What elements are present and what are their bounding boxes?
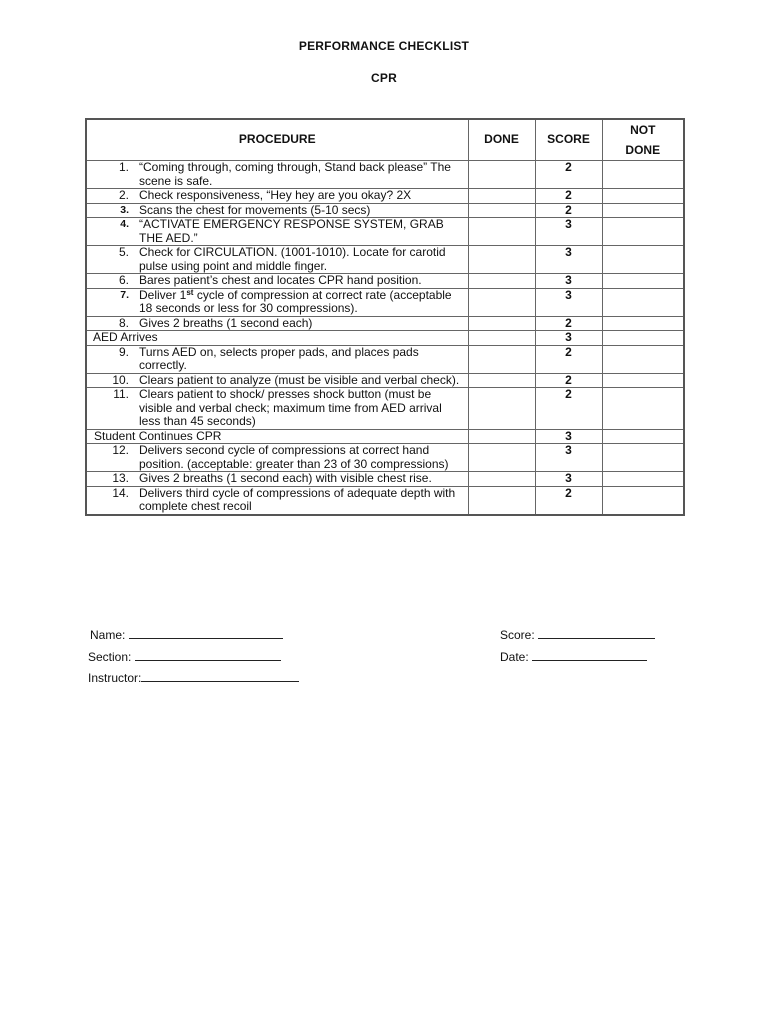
table-row: 7. Deliver 1st cycle of compression at correct rate (acceptable 18 seconds or less for 30 compressions). 3 xyxy=(86,288,684,316)
table-row: 5. Check for CIRCULATION. (1001-1010). Locate for carotid pulse using point and middle finger. 3 xyxy=(86,246,684,274)
procedure-text: Clears patient to shock/ presses shock button (must be visible and verbal check; maximum time from AED arrival less than 45 seconds) xyxy=(139,387,442,428)
done-cell[interactable] xyxy=(468,203,535,218)
not-done-cell[interactable] xyxy=(602,444,684,472)
score-cell: 2 xyxy=(535,316,602,331)
procedure-text: Bares patient’s chest and locates CPR hand position. xyxy=(139,273,422,287)
procedure-text: Check for CIRCULATION. (1001-1010). Locate for carotid pulse using point and middle finger. xyxy=(139,245,446,273)
name-line[interactable] xyxy=(129,627,283,639)
score-cell: 3 xyxy=(535,218,602,246)
not-done-cell[interactable] xyxy=(602,472,684,487)
done-cell[interactable] xyxy=(468,388,535,430)
header-not-done: NOT DONE xyxy=(602,119,684,161)
procedure-text: Delivers third cycle of compressions of adequate depth with complete chest recoil xyxy=(139,485,456,513)
table-header-row xyxy=(86,119,684,161)
score-cell: 3 xyxy=(535,288,602,316)
cpr-checklist-table xyxy=(85,118,685,516)
done-cell[interactable] xyxy=(468,288,535,316)
date-field xyxy=(500,649,647,664)
done-cell[interactable] xyxy=(468,429,535,444)
procedure-text: Deliver 1st cycle of compression at correct rate (acceptable 18 seconds or less for 30 compressions). xyxy=(139,287,452,315)
procedure-text: Scans the chest for movements (5-10 secs) xyxy=(139,202,371,217)
instructor-label: Instructor: xyxy=(88,671,142,685)
not-done-cell[interactable] xyxy=(602,486,684,515)
procedure-text: “ACTIVATE EMERGENCY RESPONSE SYSTEM, GRAB THE AED.” xyxy=(139,217,444,245)
section-label: Section: xyxy=(88,650,132,664)
not-done-cell[interactable] xyxy=(602,203,684,218)
score-cell: 2 xyxy=(535,388,602,430)
date-label: Date: xyxy=(500,650,529,664)
done-cell[interactable] xyxy=(468,189,535,204)
procedure-text: Delivers second cycle of compressions at correct hand position. (acceptable: greater than 23 of 30 compressions) xyxy=(139,443,449,471)
done-cell[interactable] xyxy=(468,246,535,274)
done-cell[interactable] xyxy=(468,274,535,289)
table-row: 10. Clears patient to analyze (must be visible and verbal check). 2 xyxy=(86,373,684,388)
score-cell: 2 xyxy=(535,373,602,388)
not-done-cell[interactable] xyxy=(602,388,684,430)
name-field xyxy=(90,627,283,642)
done-cell[interactable] xyxy=(468,161,535,189)
section-row-student-continues-cpr xyxy=(86,429,684,444)
score-cell: 3 xyxy=(535,246,602,274)
procedure-text: Check responsiveness, “Hey hey are you okay? 2X xyxy=(139,188,412,202)
table-row: 9. Turns AED on, selects proper pads, and places pads correctly. 2 xyxy=(86,345,684,373)
done-cell[interactable] xyxy=(468,444,535,472)
done-cell[interactable] xyxy=(468,316,535,331)
table-row: 4. “ACTIVATE EMERGENCY RESPONSE SYSTEM, GRAB THE AED.” 3 xyxy=(86,218,684,246)
done-cell[interactable] xyxy=(468,486,535,515)
table-row: 8. Gives 2 breaths (1 second each) 2 xyxy=(86,316,684,331)
score-cell: 3 xyxy=(535,444,602,472)
not-done-cell[interactable] xyxy=(602,316,684,331)
procedure-text: Gives 2 breaths (1 second each) xyxy=(139,315,313,330)
table-row: 11. Clears patient to shock/ presses shock button (must be visible and verbal check; maximum time from AED arrival less than 45 seconds) 2 xyxy=(86,388,684,430)
score-cell: 2 xyxy=(535,486,602,515)
procedure-text: “Coming through, coming through, Stand back please” The scene is safe. xyxy=(139,160,451,188)
not-done-cell[interactable] xyxy=(602,161,684,189)
document-title: PERFORMANCE CHECKLIST xyxy=(298,39,470,53)
date-line[interactable] xyxy=(532,649,647,661)
table-row: 6. Bares patient’s chest and locates CPR hand position. 3 xyxy=(86,274,684,289)
procedure-text: Turns AED on, selects proper pads, and places pads correctly. xyxy=(139,344,419,372)
not-done-cell[interactable] xyxy=(602,218,684,246)
section-line[interactable] xyxy=(135,649,281,661)
table-row: 3. Scans the chest for movements (5-10 secs) 2 xyxy=(86,203,684,218)
not-done-cell[interactable] xyxy=(602,288,684,316)
procedure-text: Gives 2 breaths (1 second each) with visible chest rise. xyxy=(139,471,432,485)
score-field xyxy=(500,627,655,642)
instructor-line[interactable] xyxy=(141,670,299,682)
header-score: SCORE xyxy=(535,119,602,161)
table-row: 12. Delivers second cycle of compressions at correct hand position. (acceptable: greater than 23 of 30 compressions) 3 xyxy=(86,444,684,472)
not-done-cell[interactable] xyxy=(602,246,684,274)
table-row: 13. Gives 2 breaths (1 second each) with visible chest rise. 3 xyxy=(86,472,684,487)
not-done-cell[interactable] xyxy=(602,274,684,289)
done-cell[interactable] xyxy=(468,331,535,346)
section-label: Student Continues CPR xyxy=(94,428,222,443)
not-done-cell[interactable] xyxy=(602,373,684,388)
not-done-cell[interactable] xyxy=(602,429,684,444)
score-label: Score: xyxy=(500,628,535,642)
section-label: AED Arrives xyxy=(93,330,158,344)
not-done-cell[interactable] xyxy=(602,345,684,373)
done-cell[interactable] xyxy=(468,218,535,246)
document-subtitle: CPR xyxy=(371,71,397,85)
name-label: Name: xyxy=(90,628,126,642)
score-cell: 3 xyxy=(535,429,602,444)
not-done-cell[interactable] xyxy=(602,189,684,204)
done-cell[interactable] xyxy=(468,472,535,487)
table-row: 1. “Coming through, coming through, Stand back please” The scene is safe. 2 xyxy=(86,161,684,189)
score-cell: 2 xyxy=(535,345,602,373)
score-line[interactable] xyxy=(538,627,655,639)
score-cell: 3 xyxy=(535,472,602,487)
section-row-aed-arrives xyxy=(86,331,684,346)
instructor-field xyxy=(88,670,299,685)
done-cell[interactable] xyxy=(468,345,535,373)
not-done-cell[interactable] xyxy=(602,331,684,346)
header-procedure: PROCEDURE xyxy=(86,119,468,161)
table-row: 2. Check responsiveness, “Hey hey are you okay? 2X 2 xyxy=(86,189,684,204)
score-cell: 2 xyxy=(535,161,602,189)
done-cell[interactable] xyxy=(468,373,535,388)
section-field xyxy=(88,649,281,664)
score-cell: 3 xyxy=(535,331,602,346)
score-cell: 2 xyxy=(535,189,602,204)
score-cell: 3 xyxy=(535,274,602,289)
table-row: 14. Delivers third cycle of compressions of adequate depth with complete chest recoil 2 xyxy=(86,486,684,515)
score-cell: 2 xyxy=(535,203,602,218)
header-done: DONE xyxy=(468,119,535,161)
procedure-text: Clears patient to analyze (must be visible and verbal check). xyxy=(139,372,460,387)
